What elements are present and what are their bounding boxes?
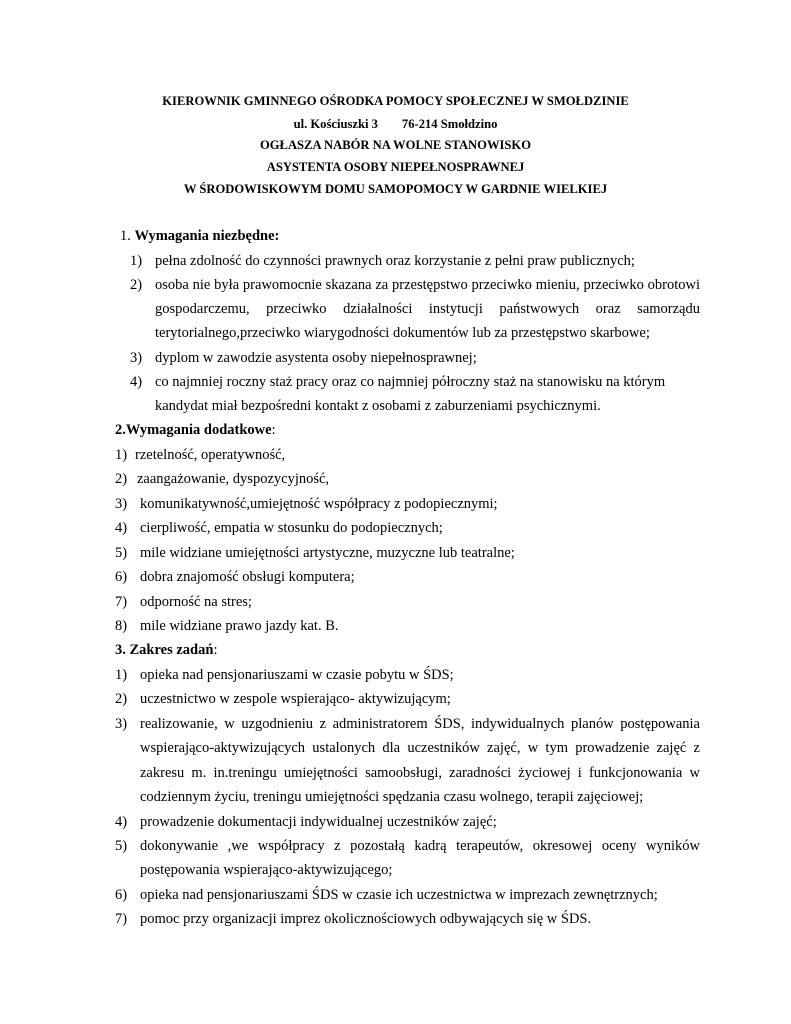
header-announce: OGŁASZA NABÓR NA WOLNE STANOWISKO — [259, 138, 532, 152]
s1-item-text: terytorialnego,przeciwko wiarygodności dokumentów lub za przestępstwo skarbowe; — [155, 325, 650, 341]
s3-item-text: opieka nad pensjonariuszami w czasie pobytu w ŚDS; — [140, 667, 454, 683]
s1-item-text: osoba nie była prawomocnie skazana za przestępstwo przeciwko mieniu, przeciwko obrotowi — [155, 277, 700, 293]
header-address — [0, 116, 791, 132]
s3-item-number: 2) — [115, 691, 128, 707]
s3-item-text: prowadzenie dokumentacji indywidualnej uczestników zajęć; — [140, 814, 497, 830]
s1-item-number: 1) — [130, 253, 143, 269]
s3-item-text: opieka nad pensjonariuszami ŚDS w czasie ich uczestnictwa w imprezach zewnętrznych; — [140, 887, 658, 903]
header-place: W ŚRODOWISKOWYM DOMU SAMOPOMOCY W GARDNIE WIELKIEJ — [183, 182, 608, 196]
s2-item-text: odporność na stres; — [140, 594, 252, 610]
section2-heading — [115, 421, 276, 439]
s1-item-text: pełna zdolność do czynności prawnych oraz korzystanie z pełni praw publicznych; — [155, 253, 635, 269]
header-street: ul. Kościuszki 3 — [293, 117, 378, 131]
s1-item-number: 3) — [130, 350, 143, 366]
s1-item-number: 4) — [130, 374, 143, 390]
s2-item-number: 7) — [115, 594, 128, 610]
s3-item-text: dokonywanie ,we współpracy z pozostałą kadrą terapeutów, okresowej oceny wyników — [140, 838, 700, 854]
s2-item-number: 3) — [115, 496, 128, 512]
s3-item-number: 1) — [115, 667, 128, 683]
section3-colon: : — [213, 642, 218, 658]
s2-item-text: cierpliwość, empatia w stosunku do podopiecznych; — [140, 520, 443, 536]
s3-item-number: 4) — [115, 814, 128, 830]
section3-heading — [115, 641, 217, 659]
section1-title: Wymagania niezbędne: — [134, 228, 280, 244]
section2-title: 2.Wymagania dodatkowe — [115, 422, 272, 438]
s3-item-text: pomoc przy organizacji imprez okolicznościowych odbywających się w ŚDS. — [140, 911, 592, 927]
s3-item-text: uczestnictwo w zespole wspierająco- aktywizującym; — [140, 691, 451, 707]
s2-item-number: 8) — [115, 618, 128, 634]
s1-item-text: gospodarczemu, przeciwko działalności instytucji państwowych oraz samorządu — [155, 301, 700, 317]
s2-item-number: 5) — [115, 545, 128, 561]
s2-item-text: zaangażowanie, dyspozycyjność, — [137, 471, 330, 487]
s2-item-number: 2) — [115, 471, 128, 487]
s3-item-number: 7) — [115, 911, 128, 927]
header-title: KIEROWNIK GMINNEGO OŚRODKA POMOCY SPOŁECZNEJ W SMOŁDZINIE — [162, 94, 629, 108]
s3-item-text: postępowania wspierająco-aktywizującego; — [140, 862, 393, 878]
s2-item-text: komunikatywność,umiejętność współpracy z podopiecznymi; — [140, 496, 498, 512]
s2-item-number: 4) — [115, 520, 128, 536]
s2-item-text: dobra znajomość obsługi komputera; — [140, 569, 355, 585]
section1-number: 1. — [120, 228, 131, 244]
s2-item-text: rzetelność, operatywność, — [135, 447, 286, 463]
s1-item-text: kandydat miał bezpośredni kontakt z osobami z zaburzeniami psychicznymi. — [155, 398, 601, 414]
s3-item-text: wspierająco-aktywizujących ustalonych dla uczestników zajęć, w tym prowadzenie zajęć z — [140, 740, 700, 756]
s3-item-number: 6) — [115, 887, 128, 903]
section1-heading — [120, 227, 279, 245]
s2-item-text: mile widziane umiejętności artystyczne, muzyczne lub teatralne; — [140, 545, 515, 561]
s1-item-text: dyplom w zawodzie asystenta osoby niepełnosprawnej; — [155, 350, 477, 366]
section2-colon: : — [271, 422, 276, 438]
s2-item-number: 6) — [115, 569, 128, 585]
s3-item-number: 5) — [115, 838, 128, 854]
s3-item-text: realizowanie, w uzgodnieniu z administratorem ŚDS, indywidualnych planów postępowania — [140, 716, 700, 732]
s2-item-number: 1) — [115, 447, 128, 463]
s1-item-number: 2) — [130, 277, 143, 293]
s3-item-number: 3) — [115, 716, 128, 732]
s2-item-text: mile widziane prawo jazdy kat. B. — [140, 618, 339, 634]
s1-item-text: co najmniej roczny staż pracy oraz co najmniej półroczny staż na stanowisku na którym — [155, 374, 666, 390]
header-position: ASYSTENTA OSOBY NIEPEŁNOSPRAWNEJ — [266, 160, 525, 174]
s3-item-text: zakresu m. in.treningu umiejętności samoobsługi, zaradności życiowej i funkcjonowania w — [140, 765, 700, 781]
s3-item-text: codziennym życiu, treningu umiejętności spędzania czasu wolnego, terapii zajęciowej; — [140, 789, 644, 805]
section3-title: 3. Zakres zadań — [115, 642, 214, 658]
header-postal: 76-214 Smołdzino — [401, 117, 498, 131]
